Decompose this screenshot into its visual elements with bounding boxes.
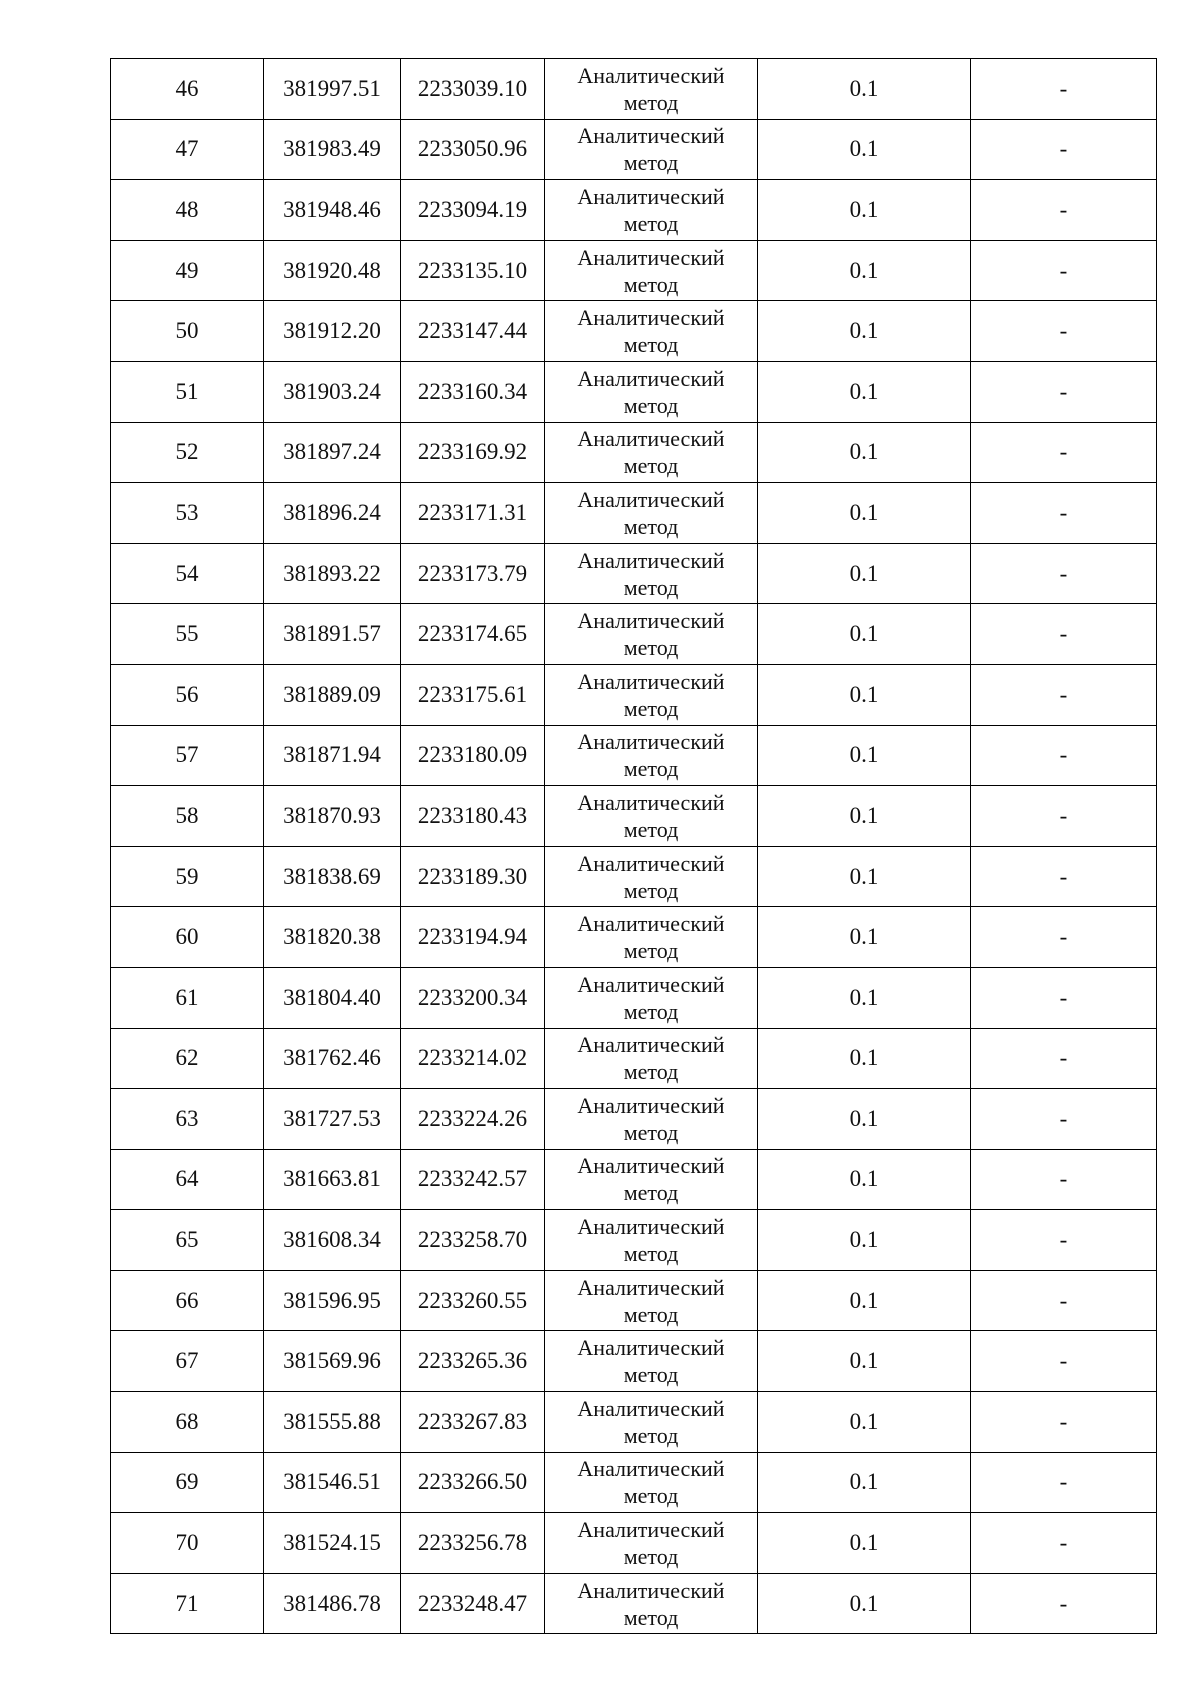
point-number-cell: 71	[111, 1573, 264, 1634]
method-cell	[545, 1028, 758, 1089]
x-coordinate-cell: 381903.24	[264, 361, 401, 422]
point-number-cell: 58	[111, 786, 264, 847]
note-cell: -	[971, 1452, 1157, 1513]
accuracy-cell: 0.1	[758, 725, 971, 786]
method-text: метод	[623, 392, 679, 418]
point-number-cell: 62	[111, 1028, 264, 1089]
point-number-cell: 50	[111, 301, 264, 362]
accuracy-cell: 0.1	[758, 786, 971, 847]
point-number-cell: 64	[111, 1149, 264, 1210]
table-row	[111, 1089, 1157, 1150]
table-row	[111, 180, 1157, 241]
point-number-cell: 66	[111, 1270, 264, 1331]
y-coordinate-cell: 2233194.94	[401, 907, 545, 968]
point-number-cell: 48	[111, 180, 264, 241]
accuracy-cell: 0.1	[758, 180, 971, 241]
point-number-cell: 53	[111, 483, 264, 544]
x-coordinate-cell: 381555.88	[264, 1392, 401, 1453]
x-coordinate-cell: 381997.51	[264, 59, 401, 120]
accuracy-cell: 0.1	[758, 422, 971, 483]
method-cell	[545, 543, 758, 604]
x-coordinate-cell: 381804.40	[264, 967, 401, 1028]
method-text: Аналитический	[577, 244, 725, 270]
method-text: метод	[623, 1544, 679, 1570]
x-coordinate-cell: 381486.78	[264, 1573, 401, 1634]
accuracy-cell: 0.1	[758, 604, 971, 665]
note-cell: -	[971, 664, 1157, 725]
y-coordinate-cell: 2233180.43	[401, 786, 545, 847]
accuracy-cell: 0.1	[758, 1452, 971, 1513]
method-cell	[545, 786, 758, 847]
note-cell: -	[971, 786, 1157, 847]
x-coordinate-cell: 381608.34	[264, 1210, 401, 1271]
accuracy-cell: 0.1	[758, 240, 971, 301]
method-cell	[545, 1210, 758, 1271]
x-coordinate-cell: 381569.96	[264, 1331, 401, 1392]
method-cell	[545, 301, 758, 362]
table-row	[111, 361, 1157, 422]
method-text: метод	[623, 1119, 679, 1145]
method-text: Аналитический	[577, 1517, 725, 1543]
point-number-cell: 57	[111, 725, 264, 786]
table-row	[111, 967, 1157, 1028]
note-cell: -	[971, 483, 1157, 544]
method-text: Аналитический	[577, 668, 725, 694]
table-row	[111, 59, 1157, 120]
note-cell: -	[971, 1028, 1157, 1089]
point-number-cell: 46	[111, 59, 264, 120]
table-row	[111, 240, 1157, 301]
y-coordinate-cell: 2233258.70	[401, 1210, 545, 1271]
point-number-cell: 70	[111, 1513, 264, 1574]
point-number-cell: 68	[111, 1392, 264, 1453]
y-coordinate-cell: 2233039.10	[401, 59, 545, 120]
y-coordinate-cell: 2233189.30	[401, 846, 545, 907]
note-cell: -	[971, 1270, 1157, 1331]
method-cell	[545, 1270, 758, 1331]
x-coordinate-cell: 381896.24	[264, 483, 401, 544]
method-text: Аналитический	[577, 547, 725, 573]
method-text: метод	[623, 695, 679, 721]
x-coordinate-cell: 381820.38	[264, 907, 401, 968]
method-cell	[545, 604, 758, 665]
y-coordinate-cell: 2233248.47	[401, 1573, 545, 1634]
point-number-cell: 63	[111, 1089, 264, 1150]
accuracy-cell: 0.1	[758, 664, 971, 725]
accuracy-cell: 0.1	[758, 1392, 971, 1453]
y-coordinate-cell: 2233160.34	[401, 361, 545, 422]
method-text: метод	[623, 635, 679, 661]
point-number-cell: 59	[111, 846, 264, 907]
method-cell	[545, 483, 758, 544]
accuracy-cell: 0.1	[758, 846, 971, 907]
y-coordinate-cell: 2233267.83	[401, 1392, 545, 1453]
method-text: метод	[623, 332, 679, 358]
table-row	[111, 1513, 1157, 1574]
x-coordinate-cell: 381912.20	[264, 301, 401, 362]
note-cell: -	[971, 301, 1157, 362]
note-cell: -	[971, 1513, 1157, 1574]
table-row	[111, 301, 1157, 362]
point-number-cell: 60	[111, 907, 264, 968]
method-text: Аналитический	[577, 62, 725, 88]
note-cell: -	[971, 725, 1157, 786]
note-cell: -	[971, 1089, 1157, 1150]
accuracy-cell: 0.1	[758, 1573, 971, 1634]
method-text: метод	[623, 1422, 679, 1448]
method-cell	[545, 907, 758, 968]
table-row	[111, 422, 1157, 483]
point-number-cell: 52	[111, 422, 264, 483]
method-text: метод	[623, 1180, 679, 1206]
method-text: метод	[623, 513, 679, 539]
note-cell: -	[971, 604, 1157, 665]
note-cell: -	[971, 119, 1157, 180]
method-cell	[545, 1392, 758, 1453]
point-number-cell: 55	[111, 604, 264, 665]
x-coordinate-cell: 381727.53	[264, 1089, 401, 1150]
method-text: Аналитический	[577, 1153, 725, 1179]
method-text: Аналитический	[577, 1214, 725, 1240]
x-coordinate-cell: 381893.22	[264, 543, 401, 604]
coordinates-table	[110, 58, 1157, 1634]
y-coordinate-cell: 2233173.79	[401, 543, 545, 604]
method-text: метод	[623, 1059, 679, 1085]
method-text: метод	[623, 89, 679, 115]
x-coordinate-cell: 381948.46	[264, 180, 401, 241]
y-coordinate-cell: 2233175.61	[401, 664, 545, 725]
method-cell	[545, 725, 758, 786]
y-coordinate-cell: 2233265.36	[401, 1331, 545, 1392]
x-coordinate-cell: 381983.49	[264, 119, 401, 180]
x-coordinate-cell: 381546.51	[264, 1452, 401, 1513]
table-row	[111, 1452, 1157, 1513]
method-text: метод	[623, 1301, 679, 1327]
y-coordinate-cell: 2233174.65	[401, 604, 545, 665]
x-coordinate-cell: 381838.69	[264, 846, 401, 907]
method-text: Аналитический	[577, 123, 725, 149]
y-coordinate-cell: 2233135.10	[401, 240, 545, 301]
method-text: метод	[623, 453, 679, 479]
x-coordinate-cell: 381663.81	[264, 1149, 401, 1210]
point-number-cell: 56	[111, 664, 264, 725]
table-row	[111, 664, 1157, 725]
method-text: метод	[623, 877, 679, 903]
method-cell	[545, 1089, 758, 1150]
method-cell	[545, 1573, 758, 1634]
table-row	[111, 483, 1157, 544]
y-coordinate-cell: 2233171.31	[401, 483, 545, 544]
method-text: Аналитический	[577, 1577, 725, 1603]
table-row	[111, 1028, 1157, 1089]
table-row	[111, 1210, 1157, 1271]
x-coordinate-cell: 381889.09	[264, 664, 401, 725]
method-text: Аналитический	[577, 1456, 725, 1482]
method-text: метод	[623, 816, 679, 842]
accuracy-cell: 0.1	[758, 361, 971, 422]
method-text: метод	[623, 271, 679, 297]
table-row	[111, 1573, 1157, 1634]
point-number-cell: 61	[111, 967, 264, 1028]
y-coordinate-cell: 2233094.19	[401, 180, 545, 241]
method-text: метод	[623, 998, 679, 1024]
method-text: Аналитический	[577, 183, 725, 209]
method-text: Аналитический	[577, 1092, 725, 1118]
y-coordinate-cell: 2233224.26	[401, 1089, 545, 1150]
method-cell	[545, 1513, 758, 1574]
y-coordinate-cell: 2233147.44	[401, 301, 545, 362]
table-row	[111, 119, 1157, 180]
note-cell: -	[971, 967, 1157, 1028]
table-row	[111, 1270, 1157, 1331]
method-text: Аналитический	[577, 1032, 725, 1058]
table-row	[111, 907, 1157, 968]
point-number-cell: 47	[111, 119, 264, 180]
method-cell	[545, 180, 758, 241]
accuracy-cell: 0.1	[758, 1149, 971, 1210]
y-coordinate-cell: 2233200.34	[401, 967, 545, 1028]
accuracy-cell: 0.1	[758, 483, 971, 544]
note-cell: -	[971, 1331, 1157, 1392]
method-text: Аналитический	[577, 365, 725, 391]
accuracy-cell: 0.1	[758, 907, 971, 968]
note-cell: -	[971, 422, 1157, 483]
y-coordinate-cell: 2233256.78	[401, 1513, 545, 1574]
accuracy-cell: 0.1	[758, 967, 971, 1028]
note-cell: -	[971, 59, 1157, 120]
y-coordinate-cell: 2233180.09	[401, 725, 545, 786]
method-cell	[545, 1331, 758, 1392]
note-cell: -	[971, 180, 1157, 241]
method-text: метод	[623, 1604, 679, 1630]
method-text: метод	[623, 1483, 679, 1509]
method-text: Аналитический	[577, 729, 725, 755]
accuracy-cell: 0.1	[758, 59, 971, 120]
x-coordinate-cell: 381871.94	[264, 725, 401, 786]
note-cell: -	[971, 846, 1157, 907]
table-row	[111, 1392, 1157, 1453]
table-row	[111, 604, 1157, 665]
method-cell	[545, 967, 758, 1028]
coordinates-table-body	[111, 59, 1157, 1634]
table-row	[111, 1331, 1157, 1392]
method-text: метод	[623, 574, 679, 600]
method-text: Аналитический	[577, 789, 725, 815]
point-number-cell: 69	[111, 1452, 264, 1513]
x-coordinate-cell: 381897.24	[264, 422, 401, 483]
note-cell: -	[971, 1392, 1157, 1453]
accuracy-cell: 0.1	[758, 119, 971, 180]
table-row	[111, 786, 1157, 847]
accuracy-cell: 0.1	[758, 1270, 971, 1331]
method-cell	[545, 59, 758, 120]
accuracy-cell: 0.1	[758, 301, 971, 362]
method-text: метод	[623, 1241, 679, 1267]
method-text: метод	[623, 210, 679, 236]
method-cell	[545, 361, 758, 422]
method-text: Аналитический	[577, 911, 725, 937]
y-coordinate-cell: 2233050.96	[401, 119, 545, 180]
accuracy-cell: 0.1	[758, 1331, 971, 1392]
accuracy-cell: 0.1	[758, 1513, 971, 1574]
method-cell	[545, 664, 758, 725]
accuracy-cell: 0.1	[758, 1089, 971, 1150]
method-cell	[545, 1149, 758, 1210]
note-cell: -	[971, 1210, 1157, 1271]
method-text: Аналитический	[577, 1274, 725, 1300]
note-cell: -	[971, 1573, 1157, 1634]
note-cell: -	[971, 1149, 1157, 1210]
accuracy-cell: 0.1	[758, 1028, 971, 1089]
y-coordinate-cell: 2233214.02	[401, 1028, 545, 1089]
note-cell: -	[971, 240, 1157, 301]
x-coordinate-cell: 381920.48	[264, 240, 401, 301]
method-cell	[545, 422, 758, 483]
point-number-cell: 54	[111, 543, 264, 604]
note-cell: -	[971, 361, 1157, 422]
method-text: метод	[623, 938, 679, 964]
method-text: Аналитический	[577, 486, 725, 512]
x-coordinate-cell: 381891.57	[264, 604, 401, 665]
method-cell	[545, 119, 758, 180]
point-number-cell: 51	[111, 361, 264, 422]
method-text: метод	[623, 756, 679, 782]
accuracy-cell: 0.1	[758, 1210, 971, 1271]
table-row	[111, 725, 1157, 786]
x-coordinate-cell: 381870.93	[264, 786, 401, 847]
method-text: метод	[623, 150, 679, 176]
note-cell: -	[971, 907, 1157, 968]
x-coordinate-cell: 381762.46	[264, 1028, 401, 1089]
method-cell	[545, 846, 758, 907]
point-number-cell: 67	[111, 1331, 264, 1392]
y-coordinate-cell: 2233169.92	[401, 422, 545, 483]
x-coordinate-cell: 381524.15	[264, 1513, 401, 1574]
method-text: метод	[623, 1362, 679, 1388]
method-text: Аналитический	[577, 1335, 725, 1361]
method-text: Аналитический	[577, 608, 725, 634]
y-coordinate-cell: 2233242.57	[401, 1149, 545, 1210]
method-text: Аналитический	[577, 1395, 725, 1421]
point-number-cell: 49	[111, 240, 264, 301]
point-number-cell: 65	[111, 1210, 264, 1271]
method-text: Аналитический	[577, 971, 725, 997]
method-text: Аналитический	[577, 305, 725, 331]
table-row	[111, 543, 1157, 604]
y-coordinate-cell: 2233266.50	[401, 1452, 545, 1513]
note-cell: -	[971, 543, 1157, 604]
method-cell	[545, 240, 758, 301]
method-cell	[545, 1452, 758, 1513]
method-text: Аналитический	[577, 850, 725, 876]
x-coordinate-cell: 381596.95	[264, 1270, 401, 1331]
table-row	[111, 1149, 1157, 1210]
table-row	[111, 846, 1157, 907]
y-coordinate-cell: 2233260.55	[401, 1270, 545, 1331]
accuracy-cell: 0.1	[758, 543, 971, 604]
method-text: Аналитический	[577, 426, 725, 452]
